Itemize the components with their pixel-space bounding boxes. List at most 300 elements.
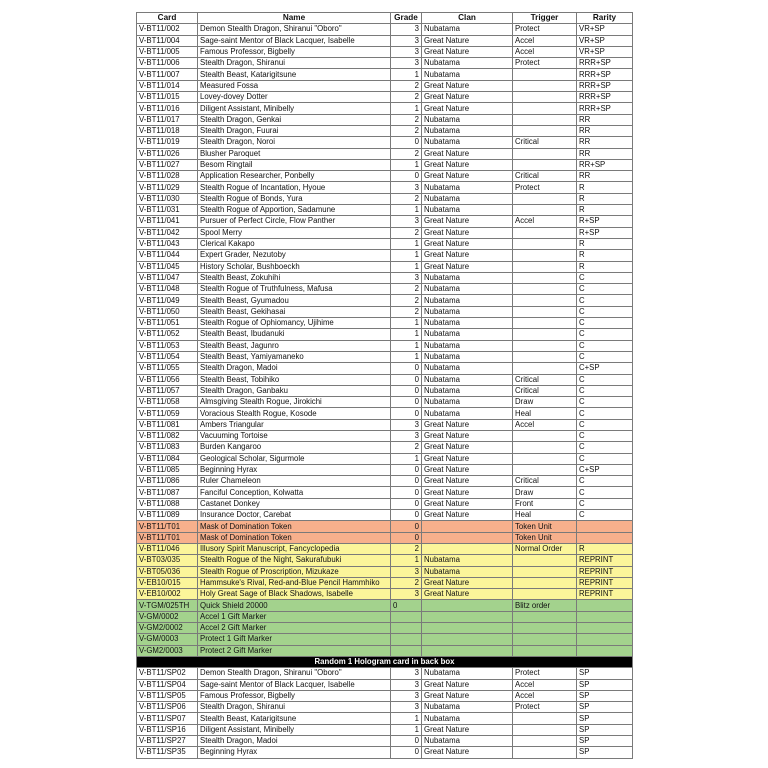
cell-grade: 3 <box>391 419 422 430</box>
cell-card: V-BT11/046 <box>137 543 198 554</box>
cell-trigger <box>513 430 577 441</box>
cell-name: Famous Professor, Bigbelly <box>198 690 391 701</box>
table-row <box>137 702 633 713</box>
table-row <box>137 736 633 747</box>
table-row <box>137 374 633 385</box>
cell-name: Insurance Doctor, Carebat <box>198 510 391 521</box>
table-row <box>137 35 633 46</box>
cell-clan: Nubatama <box>422 374 513 385</box>
cell-rarity: SP <box>577 713 633 724</box>
cell-clan: Great Nature <box>422 589 513 600</box>
table-row <box>137 600 633 611</box>
cell-trigger <box>513 351 577 362</box>
cell-name: Expert Grader, Nezutoby <box>198 250 391 261</box>
cell-clan: Nubatama <box>422 668 513 679</box>
table-row <box>137 487 633 498</box>
cell-clan: Nubatama <box>422 306 513 317</box>
cell-name: Stealth Beast, Katarigitsune <box>198 69 391 80</box>
cell-clan: Nubatama <box>422 182 513 193</box>
cell-card: V-BT11/017 <box>137 114 198 125</box>
table-row <box>137 295 633 306</box>
cell-rarity: C <box>577 284 633 295</box>
cell-trigger: Front <box>513 498 577 509</box>
cell-clan: Great Nature <box>422 148 513 159</box>
cell-rarity <box>577 645 633 656</box>
cell-card: V-EB10/002 <box>137 589 198 600</box>
table-row <box>137 679 633 690</box>
cell-rarity: REPRINT <box>577 577 633 588</box>
table-row <box>137 80 633 91</box>
cell-clan: Nubatama <box>422 137 513 148</box>
cell-trigger <box>513 634 577 645</box>
cell-rarity: C <box>577 419 633 430</box>
cell-trigger: Critical <box>513 374 577 385</box>
cell-trigger: Accel <box>513 690 577 701</box>
cell-trigger: Critical <box>513 171 577 182</box>
cell-name: Stealth Beast, Tobihiko <box>198 374 391 385</box>
table-row <box>137 24 633 35</box>
cell-card: V-BT11/019 <box>137 137 198 148</box>
cell-grade: 0 <box>391 510 422 521</box>
cell-card: V-BT11/007 <box>137 69 198 80</box>
cell-card: V-BT11/031 <box>137 205 198 216</box>
cell-grade: 0 <box>391 532 422 543</box>
cell-card: V-BT11/083 <box>137 442 198 453</box>
cell-grade: 1 <box>391 724 422 735</box>
table-row <box>137 46 633 57</box>
cell-name: Application Researcher, Ponbelly <box>198 171 391 182</box>
cell-grade: 3 <box>391 566 422 577</box>
cell-grade <box>391 634 422 645</box>
cell-card: V-BT11/041 <box>137 216 198 227</box>
cell-name: Stealth Dragon, Noroi <box>198 137 391 148</box>
cell-trigger: Accel <box>513 216 577 227</box>
cell-rarity: R <box>577 261 633 272</box>
cell-rarity: RR <box>577 148 633 159</box>
cell-trigger <box>513 80 577 91</box>
cell-name: Stealth Beast, Gekihasai <box>198 306 391 317</box>
cell-grade: 0 <box>391 487 422 498</box>
cell-rarity: C <box>577 442 633 453</box>
table-row <box>137 532 633 543</box>
cell-rarity: C+SP <box>577 464 633 475</box>
cell-card: V-BT11/029 <box>137 182 198 193</box>
table-row <box>137 272 633 283</box>
table-row <box>137 159 633 170</box>
cell-clan: Great Nature <box>422 171 513 182</box>
cell-trigger: Accel <box>513 419 577 430</box>
cell-grade: 2 <box>391 92 422 103</box>
cell-rarity: RR <box>577 137 633 148</box>
cell-rarity <box>577 611 633 622</box>
cell-trigger <box>513 238 577 249</box>
table-body <box>137 24 633 758</box>
table-row <box>137 216 633 227</box>
cell-rarity: C <box>577 397 633 408</box>
cell-clan: Nubatama <box>422 340 513 351</box>
cell-grade: 1 <box>391 329 422 340</box>
cell-grade: 3 <box>391 589 422 600</box>
cell-trigger <box>513 69 577 80</box>
cell-trigger <box>513 747 577 758</box>
cell-rarity: C <box>577 306 633 317</box>
banner-text: Random 1 Hologram card in back box <box>137 656 633 667</box>
cell-card: V-BT11/045 <box>137 261 198 272</box>
header-row <box>137 13 633 24</box>
cell-name: Sage-saint Mentor of Black Lacquer, Isabelle <box>198 35 391 46</box>
cell-clan <box>422 645 513 656</box>
cell-grade: 2 <box>391 193 422 204</box>
cell-grade: 1 <box>391 103 422 114</box>
cell-grade: 3 <box>391 35 422 46</box>
cell-name: Stealth Dragon, Fuurai <box>198 125 391 136</box>
card-list-table <box>136 12 633 759</box>
cell-clan: Nubatama <box>422 566 513 577</box>
cell-trigger <box>513 92 577 103</box>
cell-clan: Nubatama <box>422 408 513 419</box>
cell-card: V-GM2/0002 <box>137 623 198 634</box>
cell-clan: Great Nature <box>422 487 513 498</box>
table-row <box>137 645 633 656</box>
cell-trigger <box>513 340 577 351</box>
cell-clan: Nubatama <box>422 24 513 35</box>
cell-name: Almsgiving Stealth Rogue, Jirokichi <box>198 397 391 408</box>
cell-rarity: C <box>577 476 633 487</box>
cell-trigger <box>513 589 577 600</box>
cell-trigger: Protect <box>513 182 577 193</box>
cell-card: V-BT11/SP06 <box>137 702 198 713</box>
cell-grade: 3 <box>391 668 422 679</box>
cell-grade: 1 <box>391 453 422 464</box>
cell-rarity: SP <box>577 679 633 690</box>
cell-name: Burden Kangaroo <box>198 442 391 453</box>
table-row <box>137 713 633 724</box>
section-banner <box>137 656 633 667</box>
cell-rarity: RR <box>577 114 633 125</box>
table-row <box>137 408 633 419</box>
cell-grade: 3 <box>391 24 422 35</box>
cell-clan: Nubatama <box>422 272 513 283</box>
cell-card: V-BT11/T01 <box>137 521 198 532</box>
cell-card: V-BT11/048 <box>137 284 198 295</box>
cell-card: V-BT11/053 <box>137 340 198 351</box>
cell-grade: 3 <box>391 58 422 69</box>
table-row <box>137 724 633 735</box>
cell-name: Quick Shield 20000 <box>198 600 391 611</box>
cell-card: V-BT11/026 <box>137 148 198 159</box>
cell-card: V-BT11/054 <box>137 351 198 362</box>
cell-name: Stealth Dragon, Genkai <box>198 114 391 125</box>
cell-trigger <box>513 306 577 317</box>
table-row <box>137 543 633 554</box>
cell-grade: 1 <box>391 340 422 351</box>
cell-grade: 2 <box>391 125 422 136</box>
cell-rarity: C <box>577 318 633 329</box>
cell-clan: Nubatama <box>422 702 513 713</box>
cell-grade: 2 <box>391 114 422 125</box>
cell-clan: Great Nature <box>422 103 513 114</box>
cell-grade: 3 <box>391 690 422 701</box>
cell-clan: Great Nature <box>422 577 513 588</box>
cell-grade: 3 <box>391 46 422 57</box>
cell-clan: Great Nature <box>422 442 513 453</box>
cell-grade: 1 <box>391 713 422 724</box>
cell-grade: 3 <box>391 216 422 227</box>
cell-card: V-BT11/SP16 <box>137 724 198 735</box>
cell-clan <box>422 543 513 554</box>
cell-clan: Great Nature <box>422 35 513 46</box>
cell-name: Stealth Beast, Katarigitsune <box>198 713 391 724</box>
cell-trigger <box>513 318 577 329</box>
cell-card: V-BT11/SP04 <box>137 679 198 690</box>
cell-trigger: Draw <box>513 397 577 408</box>
cell-trigger <box>513 577 577 588</box>
cell-card: V-BT11/052 <box>137 329 198 340</box>
cell-card: V-BT11/055 <box>137 363 198 374</box>
cell-grade: 1 <box>391 555 422 566</box>
cell-card: V-BT11/028 <box>137 171 198 182</box>
cell-rarity: C <box>577 487 633 498</box>
table-row <box>137 148 633 159</box>
cell-trigger <box>513 261 577 272</box>
cell-rarity: C <box>577 498 633 509</box>
cell-clan: Great Nature <box>422 724 513 735</box>
cell-clan: Nubatama <box>422 205 513 216</box>
table-row <box>137 318 633 329</box>
cell-grade: 1 <box>391 159 422 170</box>
cell-card: V-BT11/050 <box>137 306 198 317</box>
cell-rarity <box>577 600 633 611</box>
cell-rarity: R <box>577 238 633 249</box>
cell-card: V-BT11/043 <box>137 238 198 249</box>
cell-trigger <box>513 645 577 656</box>
cell-rarity: R <box>577 193 633 204</box>
cell-name: Diligent Assistant, Minibelly <box>198 103 391 114</box>
table-row <box>137 340 633 351</box>
cell-name: Mask of Domination Token <box>198 532 391 543</box>
cell-name: Demon Stealth Dragon, Shiranui "Oboro" <box>198 668 391 679</box>
table-row <box>137 476 633 487</box>
cell-rarity: R <box>577 250 633 261</box>
table-row <box>137 238 633 249</box>
cell-name: Ruler Chameleon <box>198 476 391 487</box>
cell-clan: Great Nature <box>422 498 513 509</box>
cell-trigger <box>513 555 577 566</box>
cell-card: V-BT11/089 <box>137 510 198 521</box>
cell-clan: Great Nature <box>422 747 513 758</box>
table-row <box>137 634 633 645</box>
cell-rarity: SP <box>577 690 633 701</box>
cell-grade: 3 <box>391 182 422 193</box>
cell-clan: Great Nature <box>422 250 513 261</box>
cell-rarity: C <box>577 374 633 385</box>
cell-rarity: SP <box>577 702 633 713</box>
cell-trigger <box>513 272 577 283</box>
cell-rarity <box>577 634 633 645</box>
cell-clan: Great Nature <box>422 464 513 475</box>
cell-card: V-BT11/027 <box>137 159 198 170</box>
cell-grade: 1 <box>391 205 422 216</box>
cell-grade: 1 <box>391 351 422 362</box>
cell-grade <box>391 645 422 656</box>
table-row <box>137 385 633 396</box>
cell-name: Sage-saint Mentor of Black Lacquer, Isabelle <box>198 679 391 690</box>
cell-rarity: SP <box>577 668 633 679</box>
cell-name: Geological Scholar, Sigurmole <box>198 453 391 464</box>
cell-name: Stealth Beast, Gyumadou <box>198 295 391 306</box>
cell-grade: 3 <box>391 702 422 713</box>
cell-grade: 2 <box>391 295 422 306</box>
table-row <box>137 137 633 148</box>
cell-name: Vacuuming Tortoise <box>198 430 391 441</box>
cell-clan <box>422 623 513 634</box>
cell-trigger: Protect <box>513 24 577 35</box>
cell-name: Stealth Beast, Zokuhihi <box>198 272 391 283</box>
cell-clan: Nubatama <box>422 397 513 408</box>
cell-clan: Nubatama <box>422 69 513 80</box>
cell-card: V-BT11/018 <box>137 125 198 136</box>
cell-trigger: Accel <box>513 46 577 57</box>
cell-rarity: REPRINT <box>577 566 633 577</box>
table-row <box>137 747 633 758</box>
table-row <box>137 521 633 532</box>
cell-card: V-BT03/035 <box>137 555 198 566</box>
cell-rarity: SP <box>577 724 633 735</box>
cell-rarity: SP <box>577 747 633 758</box>
cell-rarity: VR+SP <box>577 35 633 46</box>
cell-rarity: R <box>577 543 633 554</box>
cell-clan: Great Nature <box>422 679 513 690</box>
cell-name: Stealth Beast, Yamiyamaneko <box>198 351 391 362</box>
cell-name: Stealth Rogue of Ophiomancy, Ujihime <box>198 318 391 329</box>
cell-rarity: C <box>577 510 633 521</box>
cell-rarity: C <box>577 329 633 340</box>
table-row <box>137 92 633 103</box>
cell-name: Fanciful Conception, Kolwatta <box>198 487 391 498</box>
cell-grade: 1 <box>391 238 422 249</box>
cell-grade: 0 <box>391 521 422 532</box>
cell-name: Clerical Kakapo <box>198 238 391 249</box>
cell-card: V-BT11/049 <box>137 295 198 306</box>
cell-clan: Great Nature <box>422 510 513 521</box>
cell-name: Beginning Hyrax <box>198 747 391 758</box>
table-row <box>137 171 633 182</box>
cell-clan: Nubatama <box>422 58 513 69</box>
table-row <box>137 510 633 521</box>
cell-card: V-BT11/082 <box>137 430 198 441</box>
cell-trigger: Token Unit <box>513 532 577 543</box>
cell-trigger: Heal <box>513 408 577 419</box>
cell-grade: 0 <box>391 464 422 475</box>
table-row <box>137 611 633 622</box>
cell-name: Stealth Rogue of Apportion, Sadamune <box>198 205 391 216</box>
cell-grade: 2 <box>391 284 422 295</box>
cell-rarity: C <box>577 408 633 419</box>
cell-name: Beginning Hyrax <box>198 464 391 475</box>
cell-clan: Nubatama <box>422 736 513 747</box>
cell-card: V-BT11/047 <box>137 272 198 283</box>
cell-grade: 0 <box>391 600 422 611</box>
cell-card: V-EB10/015 <box>137 577 198 588</box>
cell-clan <box>422 611 513 622</box>
cell-name: Mask of Domination Token <box>198 521 391 532</box>
cell-name: Illusory Spirit Manuscript, Fancyclopedia <box>198 543 391 554</box>
cell-rarity: RRR+SP <box>577 103 633 114</box>
cell-card: V-TGM/025TH <box>137 600 198 611</box>
cell-clan: Great Nature <box>422 261 513 272</box>
cell-trigger <box>513 611 577 622</box>
cell-clan: Great Nature <box>422 80 513 91</box>
cell-trigger <box>513 227 577 238</box>
cell-card: V-BT11/088 <box>137 498 198 509</box>
cell-trigger <box>513 295 577 306</box>
col-header-rarity: Rarity <box>577 13 633 24</box>
cell-trigger: Draw <box>513 487 577 498</box>
cell-card: V-BT11/T01 <box>137 532 198 543</box>
cell-card: V-BT11/081 <box>137 419 198 430</box>
col-header-grade: Grade <box>391 13 422 24</box>
cell-card: V-BT11/086 <box>137 476 198 487</box>
table-row <box>137 205 633 216</box>
cell-clan: Great Nature <box>422 159 513 170</box>
cell-clan <box>422 532 513 543</box>
cell-grade: 2 <box>391 442 422 453</box>
cell-trigger <box>513 159 577 170</box>
cell-name: Blusher Paroquet <box>198 148 391 159</box>
cell-card: V-BT11/SP35 <box>137 747 198 758</box>
cell-clan <box>422 634 513 645</box>
cell-name: Famous Professor, Bigbelly <box>198 46 391 57</box>
cell-name: Stealth Dragon, Shiranui <box>198 58 391 69</box>
cell-name: Accel 1 Gift Marker <box>198 611 391 622</box>
cell-card: V-GM2/0003 <box>137 645 198 656</box>
cell-clan: Nubatama <box>422 284 513 295</box>
cell-card: V-GM/0002 <box>137 611 198 622</box>
cell-clan: Great Nature <box>422 238 513 249</box>
cell-rarity <box>577 521 633 532</box>
cell-rarity: C <box>577 453 633 464</box>
cell-name: Stealth Rogue of Proscription, Mizukaze <box>198 566 391 577</box>
cell-rarity: R <box>577 205 633 216</box>
cell-trigger <box>513 623 577 634</box>
cell-card: V-BT11/006 <box>137 58 198 69</box>
cell-clan <box>422 521 513 532</box>
cell-grade: 2 <box>391 543 422 554</box>
cell-grade: 0 <box>391 736 422 747</box>
cell-trigger <box>513 713 577 724</box>
cell-card: V-BT11/042 <box>137 227 198 238</box>
cell-card: V-BT11/087 <box>137 487 198 498</box>
cell-name: Stealth Dragon, Shiranui <box>198 702 391 713</box>
cell-trigger: Accel <box>513 35 577 46</box>
cell-name: Castanet Donkey <box>198 498 391 509</box>
table-row <box>137 69 633 80</box>
cell-rarity: C <box>577 385 633 396</box>
cell-rarity: R+SP <box>577 227 633 238</box>
table-row <box>137 329 633 340</box>
table-row <box>137 453 633 464</box>
cell-name: Stealth Rogue of Bonds, Yura <box>198 193 391 204</box>
cell-card: V-GM/0003 <box>137 634 198 645</box>
cell-trigger: Protect <box>513 702 577 713</box>
cell-trigger <box>513 329 577 340</box>
cell-grade: 0 <box>391 171 422 182</box>
cell-name: Ambers Triangular <box>198 419 391 430</box>
col-header-clan: Clan <box>422 13 513 24</box>
cell-name: Besom Ringtail <box>198 159 391 170</box>
table-row <box>137 125 633 136</box>
cell-card: V-BT11/SP05 <box>137 690 198 701</box>
